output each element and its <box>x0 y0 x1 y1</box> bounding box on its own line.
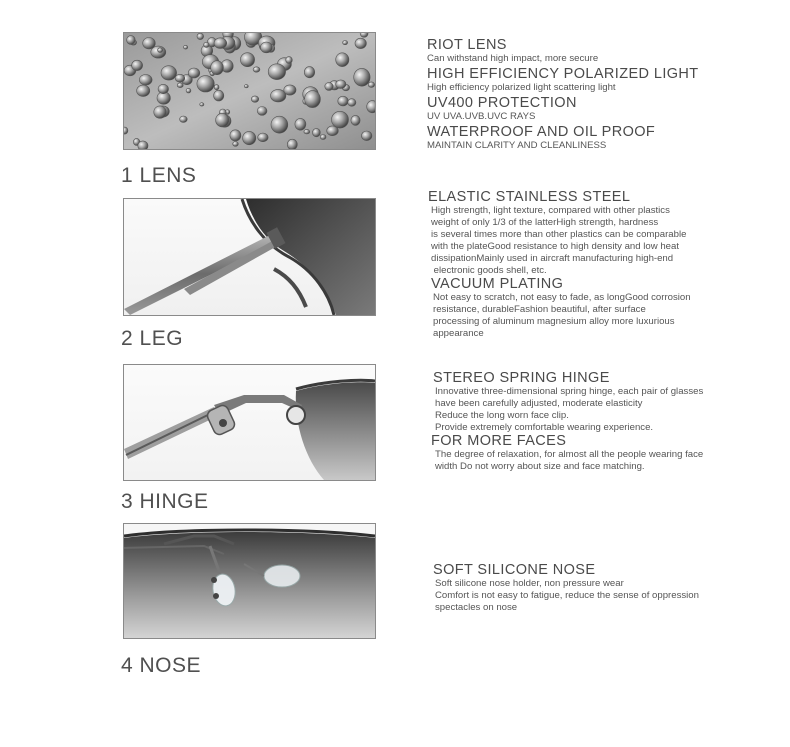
feature-text: weight of only 1/3 of the latterHigh strength, hardness <box>431 217 659 228</box>
feature-title: WATERPROOF AND OIL PROOF <box>427 124 656 140</box>
hinge-features <box>433 371 703 473</box>
feature-text: UV UVA.UVB.UVC RAYS <box>427 111 536 122</box>
water-drop <box>138 141 148 149</box>
water-drop <box>240 53 254 67</box>
section-label-hinge: 3 HINGE <box>121 490 209 513</box>
water-drop <box>253 67 260 72</box>
water-drop <box>258 133 268 142</box>
feature-text: High strength, light texture, compared with other plastics <box>431 205 670 216</box>
feature-text: Comfort is not easy to fatigue, reduce the sense of oppression <box>435 590 699 601</box>
feature-text: Can withstand high impact, more secure <box>427 53 599 64</box>
water-drop <box>287 139 297 149</box>
nose-photo <box>123 523 376 639</box>
water-drop <box>355 38 366 48</box>
feature-text: The degree of relaxation, for almost all the people wearing face <box>435 449 704 460</box>
water-drop <box>214 90 224 101</box>
water-drop <box>233 142 239 147</box>
water-drop <box>362 131 372 141</box>
water-drop <box>132 60 143 70</box>
water-drop <box>261 42 273 53</box>
hinge-photo <box>123 364 376 481</box>
feature-title: STEREO SPRING HINGE <box>433 370 610 386</box>
feature-text: resistance, durableFashion beautiful, after surface <box>433 304 646 315</box>
water-drop <box>332 111 349 128</box>
water-drop <box>354 68 370 86</box>
water-drop <box>186 88 191 93</box>
feature-title: FOR MORE FACES <box>431 433 567 449</box>
leg-photo <box>123 198 376 316</box>
water-drop <box>313 128 321 136</box>
water-drop <box>188 68 200 78</box>
water-drop <box>360 33 368 37</box>
feature-title: HIGH EFFICIENCY POLARIZED LIGHT <box>427 66 699 82</box>
water-droplets-photo-icon <box>124 33 375 149</box>
water-drop <box>124 127 128 134</box>
water-drop <box>286 57 293 64</box>
feature-text: Reduce the long worn face clip. <box>435 410 569 421</box>
water-drop <box>243 131 256 144</box>
feature-text: have been carefully adjusted, moderate elasticity <box>435 398 643 409</box>
water-drop <box>204 42 210 47</box>
water-drop <box>320 135 326 140</box>
feature-title: VACUUM PLATING <box>431 276 564 292</box>
feature-text: processing of aluminum magnesium alloy more luxurious <box>433 316 675 327</box>
feature-text: MAINTAIN CLARITY AND CLEANLINESS <box>427 140 607 151</box>
water-drop <box>305 91 321 108</box>
water-drop <box>200 103 204 106</box>
section-label-lens: 1 LENS <box>121 164 197 187</box>
water-drop <box>139 75 152 86</box>
water-drop <box>271 89 286 102</box>
water-drop <box>161 66 177 80</box>
water-drop <box>295 118 306 130</box>
feature-text: is several times more than other plastics can be comparable <box>431 229 687 240</box>
section-label-nose: 4 NOSE <box>121 654 202 677</box>
water-drop <box>214 85 219 90</box>
water-drop <box>351 115 360 125</box>
water-drop <box>257 107 267 116</box>
feature-text: dissipationMainly used in aircraft manufacturing high-end <box>431 253 674 264</box>
feature-text: Not easy to scratch, not easy to fade, as longGood corrosion <box>433 292 691 303</box>
water-drop <box>211 61 224 75</box>
feature-title: RIOT LENS <box>427 37 507 53</box>
glasses-hinge-photo-icon <box>124 365 375 480</box>
feature-text: electronic goods shell, etc. <box>431 265 547 276</box>
water-drop <box>127 36 136 45</box>
feature-text: appearance <box>433 328 484 339</box>
water-drop <box>158 84 168 93</box>
feature-text: with the plateGood resistance to high density and low heat <box>431 241 679 252</box>
feature-title: UV400 PROTECTION <box>427 95 577 111</box>
lens-features <box>427 38 699 152</box>
water-drop <box>158 48 163 53</box>
water-drop <box>214 38 227 49</box>
water-drop <box>284 85 296 95</box>
feature-text: High efficiency polarized light scattering light <box>427 82 616 93</box>
water-drop <box>343 41 348 45</box>
leg-features <box>428 190 691 340</box>
water-drop <box>177 83 183 88</box>
water-drop <box>304 129 310 134</box>
water-drop <box>251 96 258 102</box>
water-drop <box>230 130 241 141</box>
glasses-nose-pad-photo-icon <box>124 524 375 638</box>
feature-text: Innovative three-dimensional spring hinge, each pair of glasses <box>435 386 704 397</box>
water-drop <box>304 67 314 78</box>
water-drop <box>336 80 346 89</box>
water-drop <box>154 106 166 118</box>
water-drop <box>338 96 348 106</box>
water-drop <box>268 64 285 80</box>
water-drop <box>244 85 248 88</box>
water-drop <box>175 74 185 82</box>
water-drop <box>216 113 229 127</box>
section-label-leg: 2 LEG <box>121 327 184 350</box>
water-drop <box>271 116 288 133</box>
water-drop <box>197 33 204 39</box>
glasses-leg-photo-icon <box>124 199 375 315</box>
water-drop <box>348 99 356 107</box>
nose-features <box>433 563 699 614</box>
water-drop <box>336 53 349 67</box>
water-drop <box>137 85 150 96</box>
water-drop <box>368 82 374 88</box>
feature-title: SOFT SILICONE NOSE <box>433 562 596 578</box>
water-drop <box>180 116 188 122</box>
water-drop <box>197 76 214 92</box>
feature-text: Provide extremely comfortable wearing experience. <box>435 422 654 433</box>
water-drop <box>325 82 333 90</box>
feature-text: Soft silicone nose holder, non pressure wear <box>435 578 624 589</box>
feature-text: spectacles on nose <box>435 602 518 613</box>
water-drop <box>143 38 156 49</box>
water-drop <box>327 126 339 136</box>
feature-title: ELASTIC STAINLESS STEEL <box>428 189 631 205</box>
lens-photo <box>123 32 376 150</box>
water-drop <box>184 45 188 49</box>
feature-text: width Do not worry about size and face matching. <box>435 461 645 472</box>
